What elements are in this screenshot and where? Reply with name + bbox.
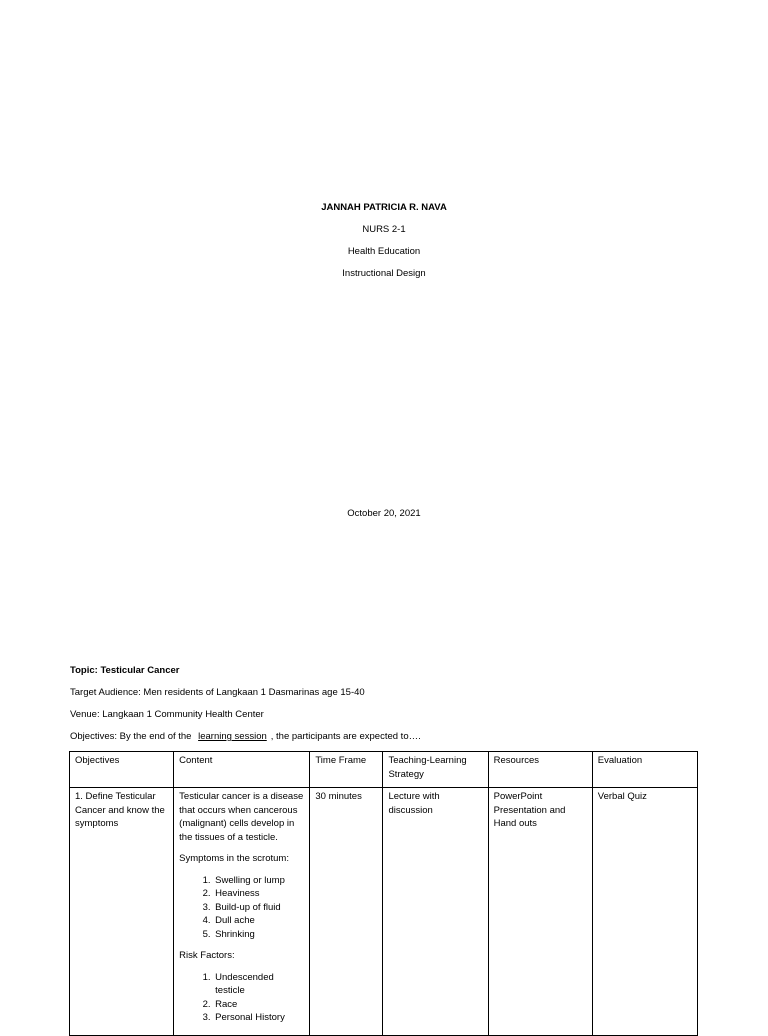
date-line: October 20, 2021: [347, 508, 421, 519]
time-frame-cell: 30 minutes: [310, 788, 383, 1036]
content-intro: Testicular cancer is a disease that occurs when cancerous (malignant) cells develop in the tissues of a testicle.: [179, 791, 304, 843]
list-item: 5. Shrinking: [213, 928, 304, 942]
objective-cell: 1. Define Testicular Cancer and know the symptoms: [70, 788, 174, 1036]
list-item: 1. Swelling or lump: [213, 874, 304, 888]
instruction-table: [69, 751, 698, 1036]
strategy-cell: Lecture with discussion: [383, 788, 488, 1036]
topic-line: [70, 665, 179, 676]
content-cell: [174, 788, 310, 1036]
objectives-prefix: Objectives: By the end of the: [70, 731, 192, 742]
resources-cell: PowerPoint Presentation and Hand outs: [488, 788, 592, 1036]
evaluation-cell: Verbal Quiz: [592, 788, 697, 1036]
topic-value: Testicular Cancer: [100, 665, 180, 676]
list-item: 2. Heaviness: [213, 887, 304, 901]
header-cell: Content: [174, 752, 310, 788]
header-cell: Resources: [488, 752, 592, 788]
header-cell: Time Frame: [310, 752, 383, 788]
list-item: 2. Race: [213, 998, 304, 1012]
section-line: NURS 2-1: [362, 224, 406, 235]
header-cell: Evaluation: [592, 752, 697, 788]
header-cell: Teaching-Learning Strategy: [383, 752, 488, 788]
list-item: 4. Dull ache: [213, 914, 304, 928]
header-cell: Objectives: [70, 752, 174, 788]
risk-label: Risk Factors:: [179, 950, 235, 961]
list-item: 3. Personal History: [213, 1011, 304, 1025]
risk-list: [179, 971, 304, 1025]
objectives-blank: learning session: [198, 731, 267, 742]
course-line: Health Education: [347, 246, 421, 257]
table-header-row: [70, 752, 698, 788]
author-name: JANNAH PATRICIA R. NAVA: [321, 202, 447, 213]
audience-line: Target Audience: Men residents of Langkaan 1 Dasmarinas age 15-40: [70, 687, 365, 698]
subject-line: Instructional Design: [342, 268, 426, 279]
venue-line: Venue: Langkaan 1 Community Health Center: [70, 709, 264, 720]
symptoms-list: [179, 874, 304, 942]
symptoms-label: Symptoms in the scrotum:: [179, 853, 289, 864]
objectives-line: [70, 731, 421, 742]
list-item: 1. Undescended testicle: [213, 971, 304, 998]
objectives-suffix: , the participants are expected to….: [270, 731, 421, 742]
topic-label: Topic:: [70, 665, 98, 676]
list-item: 3. Build-up of fluid: [213, 901, 304, 915]
table-row: [70, 788, 698, 1036]
